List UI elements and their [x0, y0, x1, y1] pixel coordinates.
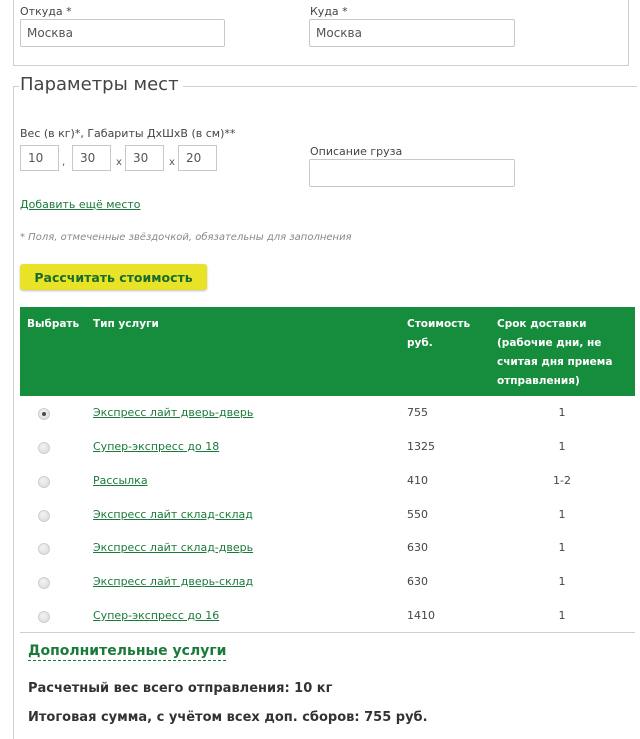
header-cost-line: руб. [407, 337, 433, 349]
service-link[interactable]: Супер-экспресс до 18 [93, 440, 220, 453]
service-term: 1 [558, 575, 566, 588]
service-price: 550 [407, 508, 428, 521]
from-input[interactable]: Москва [20, 19, 225, 47]
select-radio[interactable] [38, 577, 50, 589]
service-term: 1 [558, 406, 566, 419]
services-table-header [20, 307, 635, 396]
select-radio[interactable] [38, 543, 50, 555]
total-weight: Расчетный вес всего отправления: 10 кг [28, 681, 333, 696]
header-term-line: считая дня приема [497, 356, 613, 368]
service-term: 1 [558, 541, 566, 554]
separator-x: x [169, 157, 175, 168]
service-link[interactable]: Экспресс лайт дверь-склад [93, 575, 254, 588]
service-term: 1 [558, 609, 566, 622]
extra-services-toggle[interactable]: Дополнительные услуги [28, 643, 227, 659]
calculate-button[interactable]: Рассчитать стоимость [20, 264, 207, 290]
service-price: 410 [407, 474, 428, 487]
separator-comma: , [62, 157, 66, 168]
header-cost [407, 315, 470, 353]
description-input[interactable] [309, 159, 515, 187]
service-price: 630 [407, 575, 428, 588]
header-cost-line: Стоимость [407, 318, 471, 330]
header-term-line: отправления) [497, 375, 580, 387]
from-label: Откуда * [20, 5, 72, 18]
length-input[interactable]: 30 [72, 145, 111, 171]
header-term-line: Срок доставки [497, 318, 587, 330]
select-radio[interactable] [38, 510, 50, 522]
height-input[interactable]: 20 [178, 145, 217, 171]
table-row [20, 532, 635, 566]
total-sum: Итоговая сумма, с учётом всех доп. сборов: 755 руб. [28, 710, 428, 725]
table-row [20, 566, 635, 600]
service-price: 1410 [407, 609, 435, 622]
service-link[interactable]: Рассылка [93, 474, 148, 487]
select-radio[interactable] [38, 442, 50, 454]
table-row [20, 397, 635, 431]
divider [20, 632, 635, 633]
separator-x: x [116, 157, 122, 168]
header-term [497, 315, 612, 391]
add-place-link[interactable]: Добавить ещё место [20, 198, 141, 211]
header-term-line: (рабочие дни, не [497, 337, 602, 349]
table-row [20, 465, 635, 499]
required-note: * Поля, отмеченные звёздочкой, обязательны для заполнения [20, 232, 352, 243]
places-legend: Параметры мест [19, 74, 183, 95]
service-term: 1-2 [553, 474, 571, 487]
to-input[interactable]: Москва [309, 19, 515, 47]
description-label: Описание груза [310, 145, 403, 158]
service-link[interactable]: Супер-экспресс до 16 [93, 609, 220, 622]
to-label: Куда * [310, 5, 348, 18]
select-radio[interactable] [38, 611, 50, 623]
header-service: Тип услуги [93, 318, 159, 330]
service-link[interactable]: Экспресс лайт дверь-дверь [93, 406, 254, 419]
service-link[interactable]: Экспресс лайт склад-дверь [93, 541, 254, 554]
weight-input[interactable]: 10 [20, 145, 59, 171]
header-select: Выбрать [27, 318, 80, 330]
weight-dimensions-label: Вес (в кг)*, Габариты ДхШхВ (в см)** [20, 127, 236, 140]
select-radio[interactable] [38, 476, 50, 488]
service-price: 755 [407, 406, 428, 419]
table-row [20, 600, 635, 634]
width-input[interactable]: 30 [125, 145, 164, 171]
service-price: 1325 [407, 440, 435, 453]
service-term: 1 [558, 440, 566, 453]
service-price: 630 [407, 541, 428, 554]
select-radio[interactable] [38, 408, 50, 420]
service-link[interactable]: Экспресс лайт склад-склад [93, 508, 253, 521]
table-row [20, 431, 635, 465]
table-row [20, 499, 635, 533]
service-term: 1 [558, 508, 566, 521]
